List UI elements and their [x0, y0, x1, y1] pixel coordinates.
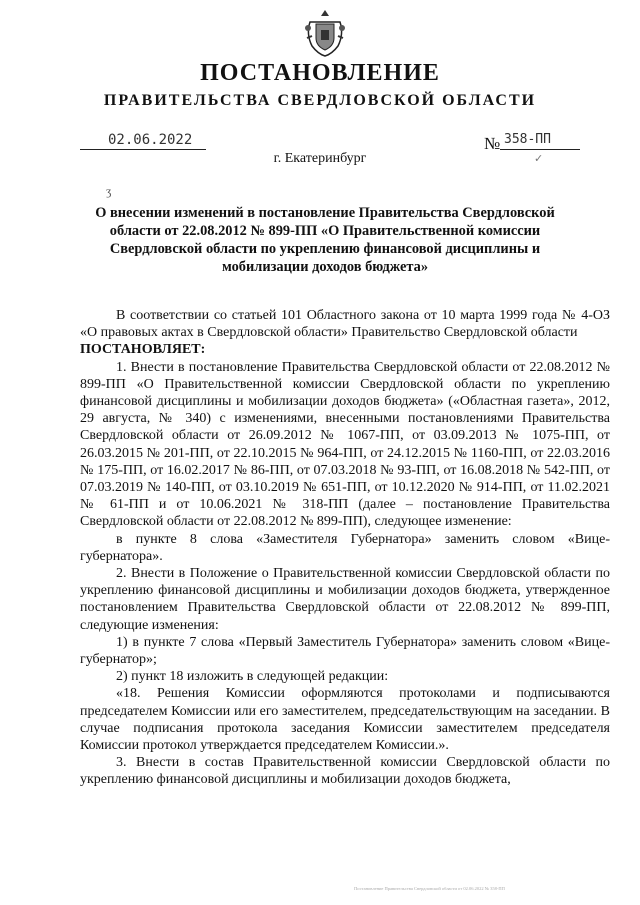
- paragraph-2: 2. Внести в Положение о Правительственной комиссии Свердловской области по укреплению финансовой дисциплины и мобилизации доходов бюджета, утвержденное постановлением Правительства Свердловской области от 22.08.2012 № 899-ПП, следующие изменения:: [80, 566, 610, 633]
- page-footer: Постановление Правительства Свердловской области от 02.06.2022 № 358-ПП: [354, 886, 505, 891]
- document-city: г. Екатеринбург: [273, 151, 367, 166]
- intro-paragraph: В соответствии со статьей 101 Областного закона от 10 марта 1999 года № 4-ОЗ «О правовых актах в Свердловской области» Правительство Свердловской области: [80, 308, 610, 341]
- paragraph-2-1: 1) в пункте 7 слова «Первый Заместитель Губернатора» заменить словом «Вице-губернатор»;: [80, 634, 610, 668]
- document-heading: О внесении изменений в постановление Правительства Свердловской области от 22.08.2012 № 899-ПП «О Правительственной комиссии Свердловской области по укреплению финансовой дисциплины и мобилизации доходов бюджета»: [95, 205, 555, 275]
- coat-of-arms-icon: [302, 8, 348, 58]
- number-underline: [500, 149, 580, 150]
- paragraph-1: 1. Внести в постановление Правительства Свердловской области от 22.08.2012 № 899-ПП «О Правительственной комиссии Свердловской области по укреплению финансовой дисциплины и мобилизации доходов бюджета» («Областная газета», 2012, 29 августа, № 340) с изменениями, внесенными постановлениями Правительства Свердловской области от 26.09.2012 № 1067-ПП, от 03.09.2013 № 1075-ПП, от 26.03.2015 № 201-ПП, от 22.10.2015 № 964-ПП, от 24.12.2015 № 1160-ПП, от 22.03.2016 № 175-ПП, от 16.02.2017 № 86-ПП, от 07.03.2018 № 93-ПП, от 16.08.2018 № 542-ПП, от 07.03.2019 № 140-ПП, от 03.10.2019 № 651-ПП, от 10.12.2020 № 914-ПП, от 11.02.2021 № 61-ПП и от 10.06.2021 № 318-ПП (далее – постановление Правительства Свердловской области от 22.08.2012 № 899-ПП), следующее изменение:: [80, 359, 610, 530]
- document-body: [80, 307, 610, 789]
- document-date: 02.06.2022: [108, 132, 193, 148]
- paragraph-1a: в пункте 8 слова «Заместителя Губернатора» заменить словом «Вице-губернатора».: [80, 531, 610, 564]
- postanovlyaet-label: ПОСТАНОВЛЯЕТ:: [80, 342, 206, 358]
- paragraph-2-2: 2) пункт 18 изложить в следующей редакции:: [116, 669, 389, 685]
- document-number: 358-ПП: [504, 132, 551, 147]
- document-title: ПОСТАНОВЛЕНИЕ: [200, 60, 440, 86]
- document-subtitle: ПРАВИТЕЛЬСТВА СВЕРДЛОВСКОЙ ОБЛАСТИ: [103, 92, 537, 109]
- stamp-mark-icon: ʒ: [106, 184, 112, 198]
- paragraph-2-2-quote: «18. Решения Комиссии оформляются протоколами и подписываются председателем Комиссии или его заместителем, председательствующим на заседании. В случае подписания протокола заседания Комиссии заместителем председателя Комиссии протокол утверждается председателем Комиссии.».: [80, 686, 610, 754]
- pen-tick-icon: ✓: [534, 153, 544, 165]
- number-sign: №: [484, 134, 501, 153]
- date-underline: [80, 149, 206, 150]
- paragraph-3: 3. Внести в состав Правительственной комиссии Свердловской области по укреплению финансовой дисциплины и мобилизации доходов бюджета,: [80, 755, 610, 788]
